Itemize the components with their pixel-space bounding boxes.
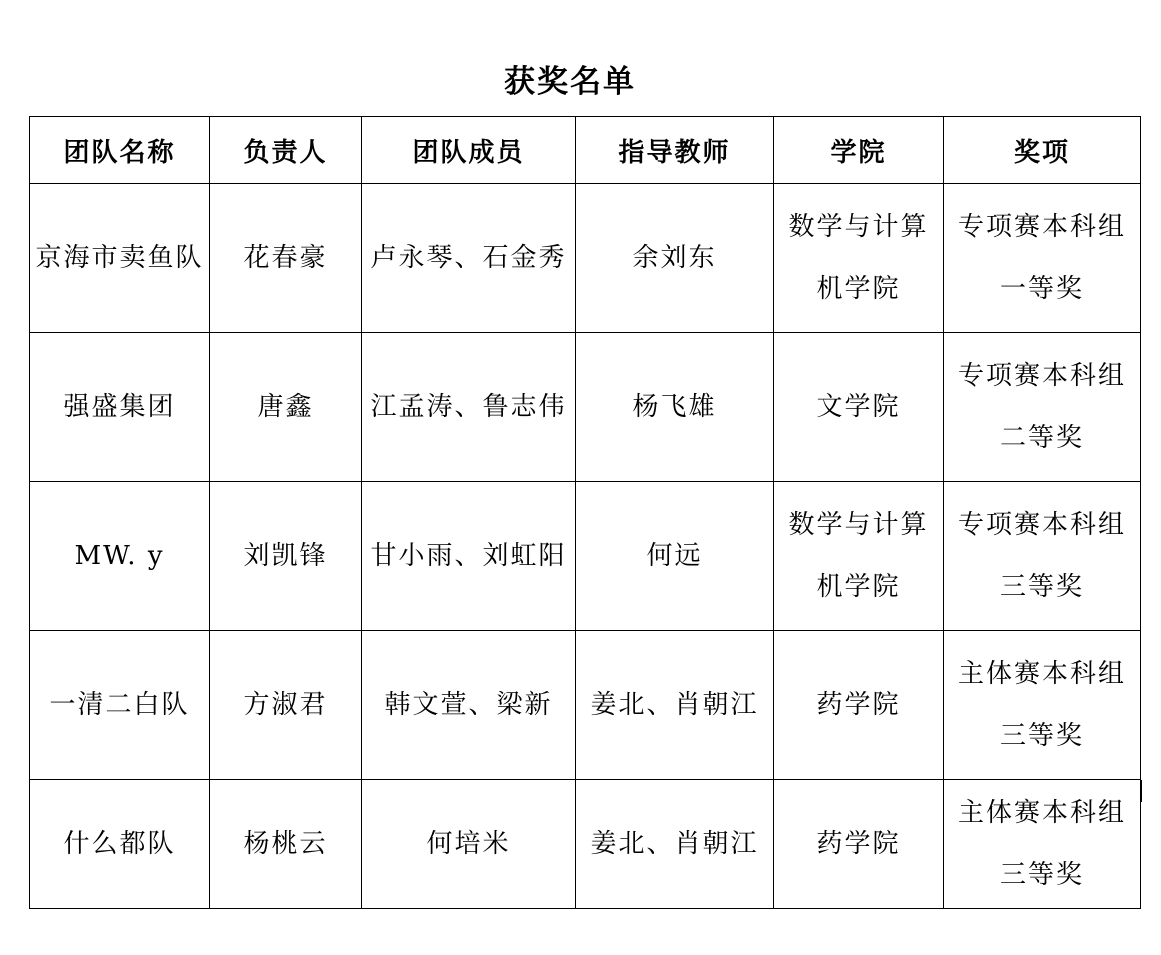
cell-members: 韩文萱、梁新 [362, 631, 576, 780]
table-row [30, 333, 1141, 482]
college-line-2: 机学院 [816, 274, 901, 304]
cell-college [774, 184, 944, 333]
cell-team-name: MW. y [30, 482, 210, 631]
document-title: 获奖名单 [504, 64, 636, 100]
college-line-1: 文学院 [816, 392, 901, 422]
cell-award [944, 780, 1141, 909]
cell-team-name: 什么都队 [30, 780, 210, 909]
cell-leader: 花春豪 [210, 184, 362, 333]
award-rank: 三等奖 [999, 860, 1084, 890]
college-line-2: 机学院 [816, 572, 901, 602]
table-row [30, 184, 1141, 333]
cell-members: 江孟涛、鲁志伟 [362, 333, 576, 482]
header-leader: 负责人 [210, 117, 362, 184]
cell-leader: 杨桃云 [210, 780, 362, 909]
award-rank: 三等奖 [999, 721, 1084, 751]
cell-college [774, 631, 944, 780]
cell-award [944, 184, 1141, 333]
award-category: 专项赛本科组 [957, 212, 1126, 242]
cell-leader: 唐鑫 [210, 333, 362, 482]
cell-leader: 方淑君 [210, 631, 362, 780]
award-category: 专项赛本科组 [957, 510, 1126, 540]
award-rank: 一等奖 [999, 274, 1084, 304]
table-header-row [30, 117, 1141, 184]
table-row [30, 631, 1141, 780]
cell-team-name: 一清二白队 [30, 631, 210, 780]
cell-award [944, 482, 1141, 631]
header-team-name: 团队名称 [30, 117, 210, 184]
cell-members: 卢永琴、石金秀 [362, 184, 576, 333]
award-category: 主体赛本科组 [957, 659, 1126, 689]
cell-team-name: 京海市卖鱼队 [30, 184, 210, 333]
cell-members: 甘小雨、刘虹阳 [362, 482, 576, 631]
cell-advisor: 姜北、肖朝江 [576, 631, 774, 780]
cell-award [944, 631, 1141, 780]
cell-advisor: 杨飞雄 [576, 333, 774, 482]
cell-leader: 刘凯锋 [210, 482, 362, 631]
college-line-1: 数学与计算 [788, 212, 929, 242]
college-line-1: 药学院 [816, 829, 901, 859]
award-rank: 二等奖 [999, 423, 1084, 453]
cell-team-name: 强盛集团 [30, 333, 210, 482]
header-award: 奖项 [944, 117, 1141, 184]
award-category: 主体赛本科组 [957, 798, 1126, 828]
cell-advisor: 何远 [576, 482, 774, 631]
table-row [30, 780, 1141, 909]
award-category: 专项赛本科组 [957, 361, 1126, 391]
cell-advisor: 余刘东 [576, 184, 774, 333]
header-advisor: 指导教师 [576, 117, 774, 184]
cell-college [774, 780, 944, 909]
cell-members: 何培米 [362, 780, 576, 909]
cell-award [944, 333, 1141, 482]
text-cursor [1140, 780, 1142, 802]
header-members: 团队成员 [362, 117, 576, 184]
header-college: 学院 [774, 117, 944, 184]
college-line-1: 药学院 [816, 690, 901, 720]
table-row [30, 482, 1141, 631]
cell-college [774, 482, 944, 631]
award-list-table [29, 116, 1141, 909]
cell-college [774, 333, 944, 482]
cell-advisor: 姜北、肖朝江 [576, 780, 774, 909]
award-rank: 三等奖 [999, 572, 1084, 602]
college-line-1: 数学与计算 [788, 510, 929, 540]
